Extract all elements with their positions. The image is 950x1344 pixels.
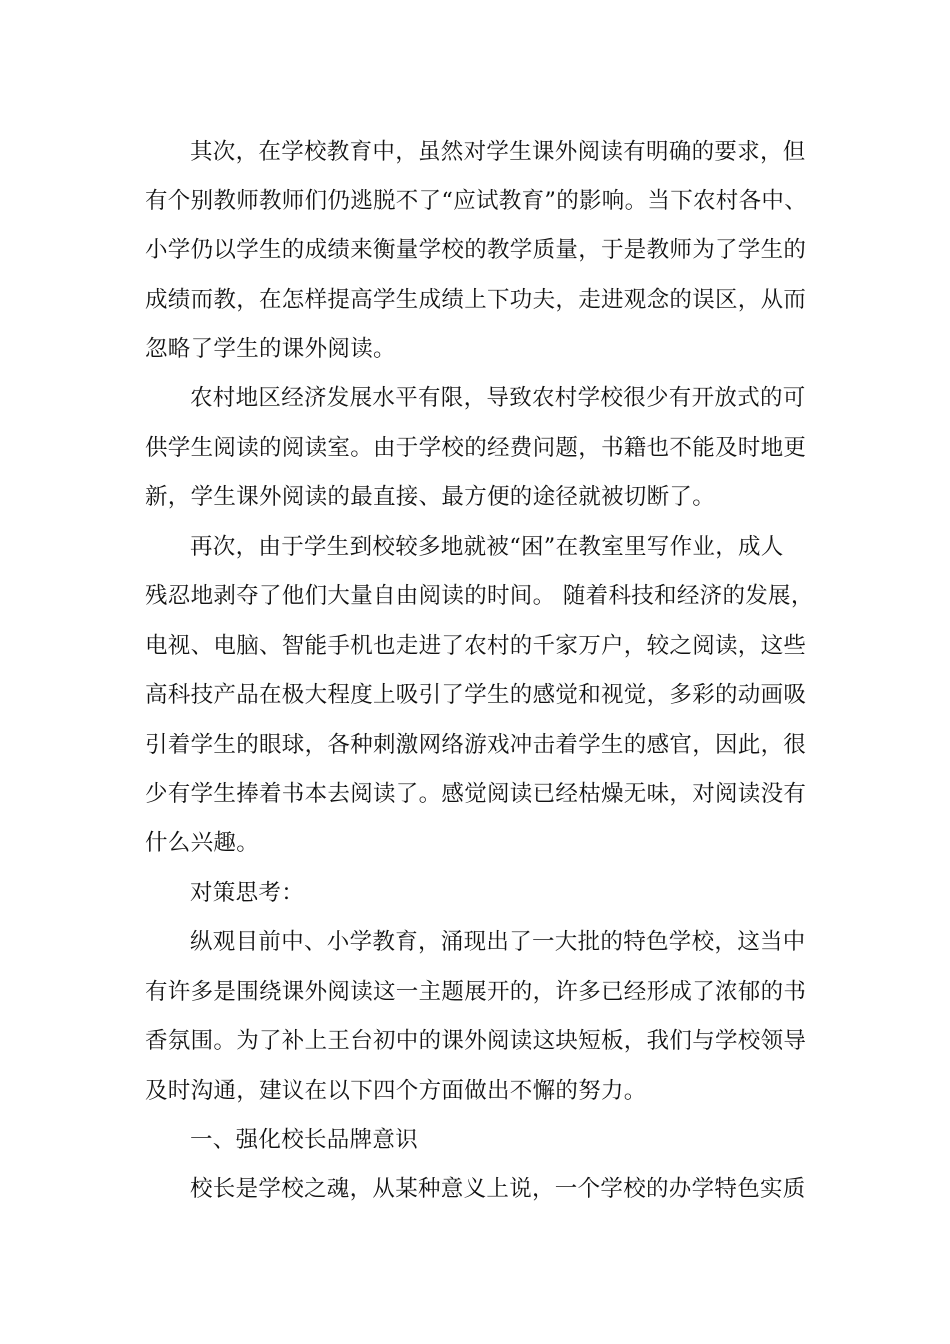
paragraph-line: 校长是学校之魂，从某种意义上说，一个学校的办学特色实质 <box>190 1176 806 1202</box>
paragraph-line: 纵观目前中、小学教育，涌现出了一大批的特色学校，这当中 <box>190 929 806 955</box>
paragraph-line: 及时沟通，建议在以下四个方面做出不懈的努力。 <box>145 1078 647 1104</box>
paragraph-line: 残忍地剥夺了他们大量自由阅读的时间。 随着科技和经济的发展， <box>145 583 814 609</box>
paragraph-line: 忽略了学生的课外阅读。 <box>145 336 396 362</box>
paragraph-line: 高科技产品在极大程度上吸引了学生的感觉和视觉，多彩的动画吸 <box>145 682 807 708</box>
paragraph-line: 再次，由于学生到校较多地就被“困”在教室里写作业，成人 <box>190 534 784 560</box>
paragraph-line: 农村地区经济发展水平有限，导致农村学校很少有开放式的可 <box>190 385 806 411</box>
paragraph-line: 少有学生捧着书本去阅读了。感觉阅读已经枯燥无味，对阅读没有 <box>145 781 807 807</box>
paragraph-line: 成绩而教，在怎样提高学生成绩上下功夫，走进观念的误区，从而 <box>145 287 807 313</box>
paragraph-line: 小学仍以学生的成绩来衡量学校的教学质量，于是教师为了学生的 <box>145 237 807 263</box>
paragraph-line: 香氛围。为了补上王台初中的课外阅读这块短板，我们与学校领导 <box>145 1028 807 1054</box>
paragraph-line: 电视、电脑、智能手机也走进了农村的千家万户，较之阅读，这些 <box>145 633 807 659</box>
paragraph-line: 其次，在学校教育中，虽然对学生课外阅读有明确的要求，但 <box>190 139 806 165</box>
paragraph-line: 引着学生的眼球，各种刺激网络游戏冲击着学生的感官，因此，很 <box>145 732 807 758</box>
section-heading: 一、强化校长品牌意识 <box>190 1127 419 1153</box>
paragraph-line: 有许多是围绕课外阅读这一主题展开的，许多已经形成了浓郁的书 <box>145 979 807 1005</box>
paragraph-line: 什么兴趣。 <box>145 830 260 856</box>
paragraph-line: 新，学生课外阅读的最直接、最方便的途径就被切断了。 <box>145 484 716 510</box>
paragraph-line: 供学生阅读的阅读室。由于学校的经费问题，书籍也不能及时地更 <box>145 435 807 461</box>
section-heading: 对策思考： <box>190 880 305 906</box>
paragraph-line: 有个别教师教师们仍逃脱不了“应试教育”的影响。当下农村各中、 <box>145 188 808 214</box>
